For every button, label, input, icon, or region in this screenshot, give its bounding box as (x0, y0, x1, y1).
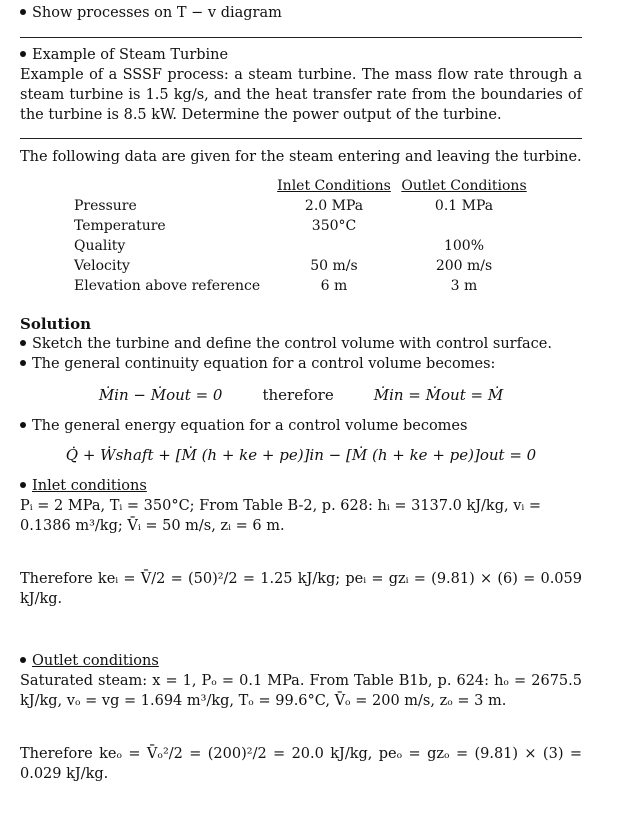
bullet-icon (20, 340, 26, 346)
bullet-icon (20, 9, 26, 15)
inlet-text: Pᵢ = 2 MPa, Tᵢ = 350°C; From Table B-2, p. 628: hᵢ = 3137.0 kJ/kg, vᵢ = 0.1386 m³/kg; V̄ᵢ = 50 m/s, zᵢ = 6 m. (20, 498, 542, 534)
outlet-therefore: Therefore keₒ = V̄ₒ²/2 = (200)²/2 = 20.0 kJ/kg, peₒ = gzₒ = (9.81) × (3) = 0.029 kJ/kg. (20, 746, 582, 782)
inlet-value: 350°C (311, 218, 357, 234)
solution-bullet (20, 334, 582, 354)
continuity-equation (20, 385, 582, 405)
solution-bullet (20, 416, 582, 436)
table-row (74, 236, 529, 256)
top-bullet (20, 3, 582, 23)
table-row (74, 196, 529, 216)
column-header-inlet: Inlet Conditions (277, 178, 391, 194)
bullet-icon (20, 657, 26, 663)
row-label: Temperature (74, 218, 166, 234)
outlet-heading (20, 651, 582, 671)
conditions-table (74, 176, 529, 296)
bullet-icon (20, 422, 26, 428)
solution-bullet (20, 354, 582, 374)
outlet-text: Saturated steam: x = 1, Pₒ = 0.1 MPa. From Table B1b, p. 624: hₒ = 2675.5 kJ/kg, vₒ = vg = 1.694 m³/kg, Tₒ = 99.6°C, V̄ₒ = 200 m/s, zₒ = 3 m. (20, 673, 582, 709)
row-label: Quality (74, 238, 126, 254)
continuity-eq-right: Ṁin = Ṁout = Ṁ (373, 386, 504, 404)
table-header-row (74, 176, 529, 196)
example-text: Example of a SSSF process: a steam turbine. The mass flow rate through a steam turbine is 1.5 kg/s, and the heat transfer rate from the boundaries of the turbine is 8.5 kW. Determine the power output of the turbine. (20, 67, 582, 123)
continuity-eq-left: Ṁin − Ṁout = 0 (98, 386, 223, 404)
inlet-therefore: Therefore keᵢ = V̄/2 = (50)²/2 = 1.25 kJ/kg; peᵢ = gzᵢ = (9.81) × (6) = 0.059 kJ/kg. (20, 571, 582, 607)
table-row (74, 216, 529, 236)
outlet-value (399, 216, 529, 236)
column-header-outlet: Outlet Conditions (401, 178, 527, 194)
row-label: Pressure (74, 198, 137, 214)
divider-2 (20, 138, 582, 139)
inlet-heading-text: Inlet conditions (32, 478, 147, 494)
divider-1 (20, 37, 582, 38)
inlet-heading (20, 476, 582, 496)
top-bullet-text: Show processes on T − v diagram (32, 5, 282, 21)
inlet-value: 2.0 MPa (304, 198, 364, 214)
solution-bullet-text: Sketch the turbine and define the control volume with control surface. (32, 336, 552, 352)
table-row (74, 256, 529, 276)
example-heading-text: Example of Steam Turbine (32, 47, 229, 63)
outlet-value: 0.1 MPa (434, 198, 494, 214)
row-label: Velocity (74, 258, 130, 274)
example-heading (20, 45, 582, 65)
outlet-value: 3 m (450, 278, 478, 294)
solution-title: Solution (20, 315, 91, 333)
outlet-heading-text: Outlet conditions (32, 653, 159, 669)
solution-bullet-text: The general energy equation for a control volume becomes (32, 418, 468, 434)
bullet-icon (20, 360, 26, 366)
table-row (74, 276, 529, 296)
document-page (20, 0, 582, 784)
bullet-icon (20, 51, 26, 57)
inlet-value: 50 m/s (310, 258, 358, 274)
therefore-label: therefore (262, 386, 334, 404)
row-label: Elevation above reference (74, 278, 261, 294)
inlet-value: 6 m (320, 278, 348, 294)
data-intro: The following data are given for the steam entering and leaving the turbine. (20, 149, 582, 165)
outlet-value: 100% (443, 238, 485, 254)
energy-equation: Q̇ + Ẇshaft + [Ṁ (h + ke + pe)]in − [Ṁ (h + ke + pe)]out = 0 (65, 446, 537, 464)
solution-bullet-text: The general continuity equation for a control volume becomes: (32, 356, 496, 372)
bullet-icon (20, 482, 26, 488)
inlet-value (269, 236, 399, 256)
outlet-value: 200 m/s (435, 258, 493, 274)
